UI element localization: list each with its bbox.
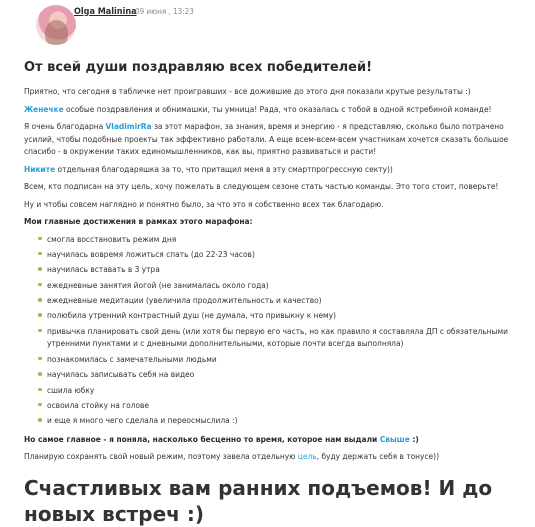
paragraph-main (24, 433, 530, 446)
list-item: привычка планировать свой день (или хотя бы первую его часть, но как правило я составляла ДП с обязательными утренними пунктами и с дневными дополнительными, которые почти всегда выполняла) (38, 325, 530, 350)
link-goal[interactable]: цель (297, 451, 317, 462)
paragraph-subscribers: Всем, кто подписан на эту цель, хочу пожелать в следующем сезоне стать частью команды. Это того стоит, поверьте! (24, 181, 499, 191)
author-link[interactable]: Olga Malinina (74, 7, 137, 17)
paragraph-main-before: Но самое главное - я поняла, насколько бесценно то время, которое нам выдали (24, 433, 380, 444)
paragraph-congrats-text: особые поздравления и обнимашки, ты умница! Рада, что оказалась с тобой в одной ястребиной команде! (63, 103, 492, 114)
list-item: смогла восстановить режим дня (38, 233, 530, 246)
paragraph-thanks (24, 120, 530, 158)
closing-heading: Счастливых вам ранних подъемов! И до новых встреч :) (24, 475, 493, 526)
list-item: полюбила утренний контрастный душ (не думала, что привыкну к нему) (38, 309, 530, 322)
list-item: научилась записывать себя на видео (38, 368, 530, 381)
list-item: научилась вовремя ложиться спать (до 22-23 часов) (38, 248, 530, 261)
user-mention-nikita[interactable]: Никите (24, 163, 56, 174)
list-item: и еще я много чего сделала и переосмыслила :) (38, 414, 530, 427)
list-item: научилась вставать в 3 утра (38, 263, 530, 276)
achievements-heading: Мои главные достижения в рамках этого марафона: (24, 216, 253, 226)
paragraph-intro: Приятно, что сегодня в табличке нет проигравших - все дожившие до этого дня показали крутые результаты :) (24, 86, 471, 96)
paragraph-nikita-text: отдельная благодаряшка за то, что притащил меня в эту смартпрогрессную секту)) (55, 163, 393, 174)
list-item: ежедневные медитации (увеличила продолжительность и качество) (38, 294, 530, 307)
paragraph-congrats (24, 103, 530, 116)
achievements-list (24, 233, 530, 427)
paragraph-plan (24, 450, 530, 463)
post-title: От всей души поздравляю всех победителей! (24, 60, 373, 75)
paragraph-nikita (24, 163, 530, 176)
list-item: сшила юбку (38, 384, 530, 397)
avatar[interactable] (36, 5, 76, 45)
user-mention-zhenechka[interactable]: Женечке (24, 103, 64, 114)
link-svyshe[interactable]: Свыше (379, 433, 410, 444)
list-item: ежедневные занятия йогой (не занималась около года) (38, 279, 530, 292)
paragraph-explanation: Ну и чтобы совсем наглядно и понятно было, за что это я собственно всех так благодарю. (24, 198, 384, 209)
list-item: освоила стойку на голове (38, 399, 530, 412)
paragraph-plan-after: , буду держать себя в тонусе)) (316, 451, 439, 462)
post-body (24, 60, 530, 527)
post-header (14, 5, 524, 45)
paragraph-main-after: :) (409, 433, 419, 444)
paragraph-plan-before: Планирую сохранять свой новый режим, поэтому завела отдельную (24, 451, 298, 462)
user-mention-vladimirra[interactable]: VladimirRa (105, 121, 152, 131)
list-item: познакомилась с замечательными людьми (38, 353, 530, 366)
post-date: 09 июня , 13:23 (135, 7, 194, 16)
paragraph-thanks-before: Я очень благодарна (24, 121, 106, 131)
paragraph-thanks-after: за этот марафон, за знания, время и энергию - я представляю, сколько было потрачено усилий, чтобы подобные проекты так эффективно работали. А еще всем-всем-всем участникам хочется сказать большое спасибо - в окружении таких единомышленников, как вы, приятно развиваться и расти! (24, 121, 509, 156)
